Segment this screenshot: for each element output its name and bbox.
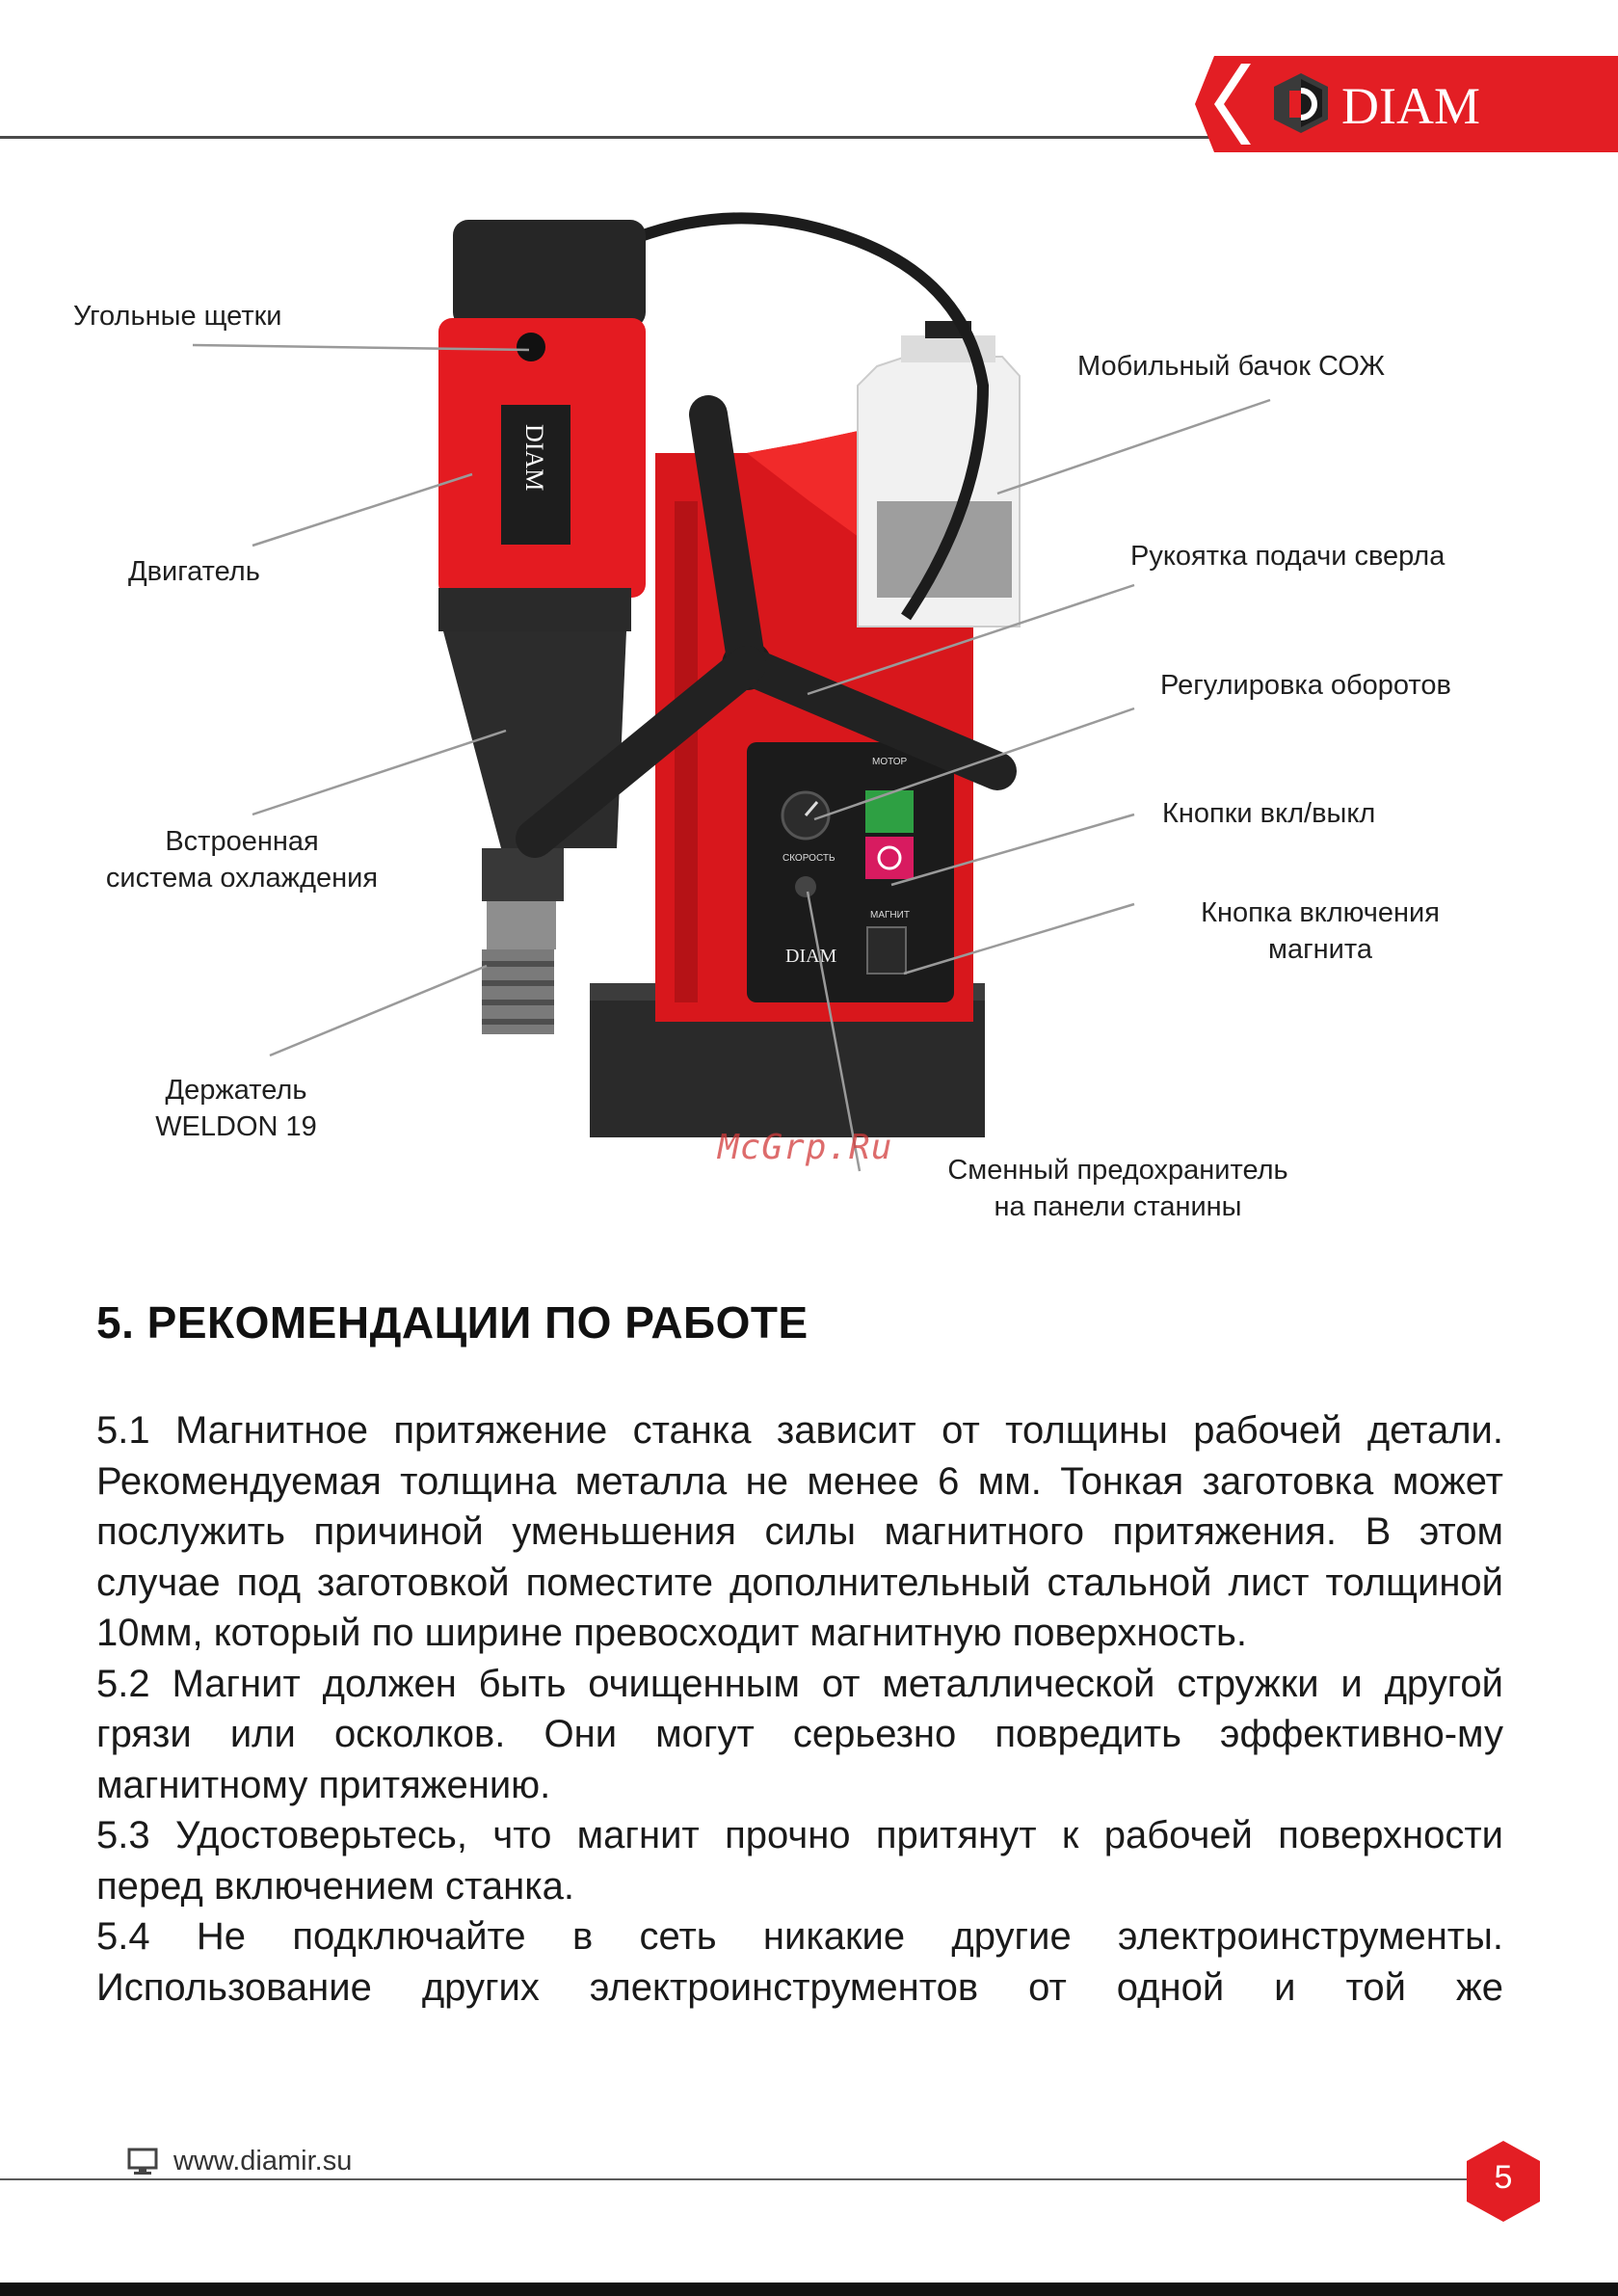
- watermark: McGrp.Ru: [718, 1128, 893, 1167]
- bottom-edge: [0, 2283, 1618, 2296]
- callout-onoff: Кнопки вкл/выкл: [1162, 798, 1376, 829]
- callout-cooling-line1: Встроенная: [165, 826, 319, 857]
- callout-magnet: [1166, 894, 1474, 968]
- callout-motor: Двигатель: [128, 556, 260, 587]
- callout-feed-handle: Рукоятка подачи сверла: [1130, 541, 1446, 572]
- callout-fuse-line1: Сменный предохранитель: [947, 1155, 1288, 1186]
- callout-brushes: Угольные щетки: [73, 301, 282, 332]
- callout-magnet-line2: магнита: [1268, 934, 1372, 965]
- section-heading: 5. РЕКОМЕНДАЦИИ ПО РАБОТЕ: [96, 1297, 809, 1348]
- callout-magnet-line1: Кнопка включения: [1201, 897, 1440, 928]
- motor-brand: DIAM: [520, 424, 548, 492]
- callout-holder-line2: WELDON 19: [155, 1111, 317, 1142]
- footer-url-link[interactable]: www.diamir.su: [173, 2146, 353, 2176]
- footer-rule: [0, 2178, 1484, 2180]
- monitor-icon: [127, 2148, 158, 2176]
- callout-fuse-line2: на панели станины: [994, 1191, 1242, 1222]
- callout-speed: Регулировка оборотов: [1160, 670, 1451, 701]
- callout-tank: Мобильный бачок СОЖ: [1077, 351, 1385, 382]
- paragraph-5-4: 5.4 Не подключайте в сеть никакие другие электроинструменты. Использование других электроинструментов от одной и той же: [96, 1915, 1503, 2009]
- paragraph-5-1: 5.1 Магнитное притяжение станка зависит от толщины рабочей детали. Рекомендуемая толщина металла не менее 6 мм. Тонкая заготовка может послужить причиной уменьшения силы магнитного притяжения. В этом случае под заготовкой поместите дополнительный стальной лист толщиной 10мм, который по ширине превосходит магнитную поверхность.: [96, 1409, 1503, 1654]
- panel-brand: DIAM: [785, 946, 837, 967]
- panel-motor-label: МОТОР: [872, 757, 908, 767]
- callout-cooling: [83, 823, 401, 896]
- callout-fuse: [915, 1152, 1320, 1225]
- paragraph-5-2: 5.2 Магнит должен быть очищенным от металлической стружки и другой грязи или осколков. Они могут серьезно повредить эффективно-му магнитному притяжению.: [96, 1662, 1503, 1806]
- panel-magnet-label: МАГНИТ: [870, 910, 910, 921]
- callout-cooling-line2: система охлаждения: [105, 863, 379, 894]
- brand-name: DIAM: [1341, 77, 1480, 135]
- paragraph-5-3: 5.3 Удостоверьтесь, что магнит прочно притянут к рабочей поверхности перед включением станка.: [96, 1814, 1503, 1908]
- section-body: [96, 1405, 1503, 2013]
- panel-speed-label: СКОРОСТЬ: [782, 853, 836, 864]
- page-number: 5: [1494, 2159, 1513, 2196]
- callout-holder-line1: Держатель: [165, 1075, 307, 1106]
- callout-holder: [116, 1072, 357, 1145]
